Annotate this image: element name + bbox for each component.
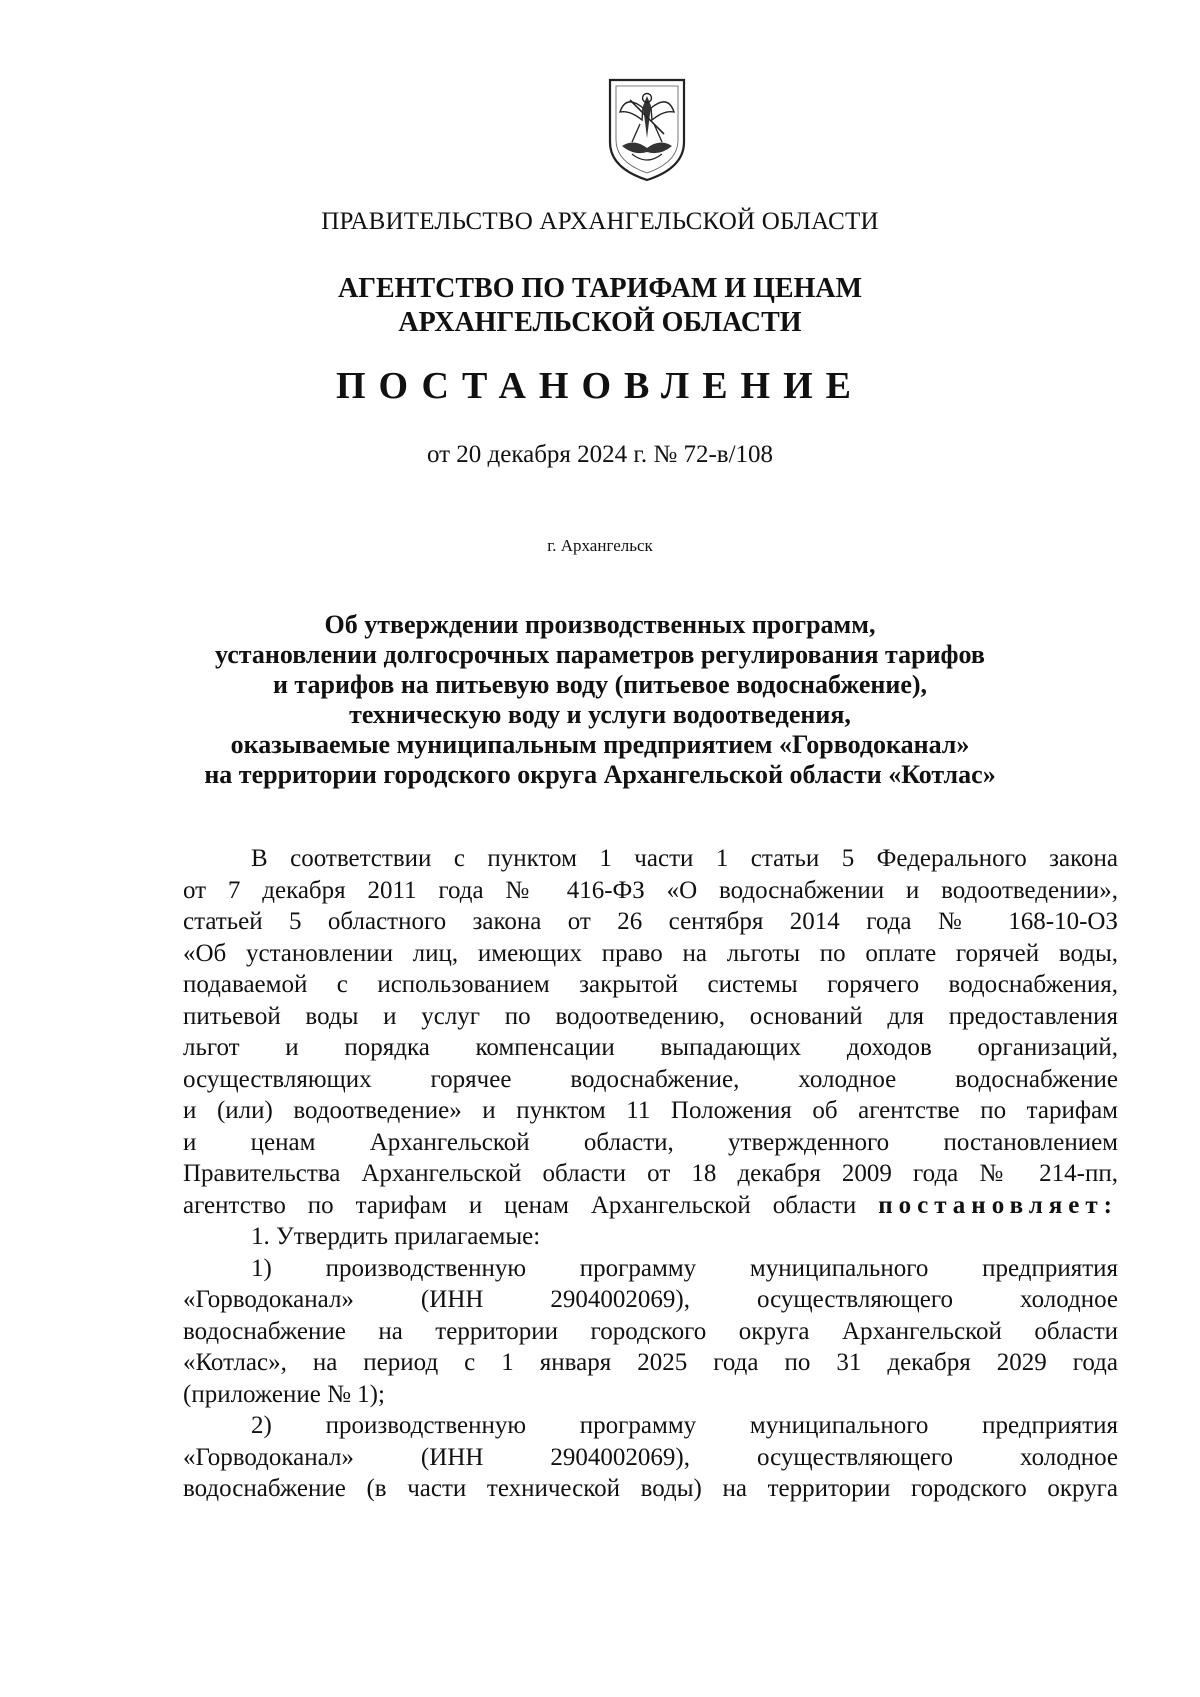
body-line: 2) производственную программу муниципального предприятия [251, 1412, 1118, 1439]
item-1: 1. Утвердить прилагаемые: [251, 1223, 541, 1250]
title-line: оказываемые муниципальным предприятием «Горводоканал» [230, 730, 970, 759]
body-line: и ценам Архангельской области, утвержденного постановлением [183, 1128, 1118, 1156]
body-line: В соответствии с пунктом 1 части 1 статьи 5 Федерального закона [251, 845, 1118, 872]
subitem-1 [183, 1253, 1118, 1411]
title-line: и тарифов на питьевую воду (питьевое водоснабжение), [272, 670, 928, 699]
body-line: водоснабжение на территории городского округа Архангельской области [183, 1317, 1118, 1345]
body-line: питьевой воды и услуг по водоотведению, оснований для предоставления [183, 1002, 1118, 1030]
document-city: г. Архангельск [547, 536, 653, 555]
body-line: льгот и порядка компенсации выпадающих доходов организаций, [183, 1034, 1118, 1061]
document-body [183, 843, 1118, 1505]
body-line: «Об установлении лиц, имеющих право на льготы по оплате горячей воды, [183, 939, 1118, 967]
body-line: и (или) водоотведение» и пунктом 11 Положения об агентстве по тарифам [183, 1097, 1118, 1124]
title-line: техническую воду и услуги водоотведения, [349, 700, 851, 729]
body-line: подаваемой с использованием закрытой системы горячего водоснабжения, [183, 971, 1118, 998]
document-date-number: от 20 декабря 2024 г. № 72-в/108 [426, 441, 774, 468]
document-title [160, 610, 1040, 790]
resolve-word: постановляет: [878, 1191, 1118, 1219]
body-line: «Горводоканал» (ИНН 2904002069), осуществляющего холодное [183, 1286, 1118, 1313]
body-line: водоснабжение (в части технической воды) на территории городского округа [183, 1475, 1118, 1502]
body-line: (приложение № 1); [183, 1380, 385, 1408]
agency-name [0, 272, 1200, 340]
preamble-paragraph [183, 843, 1118, 1221]
body-line: осуществляющих горячее водоснабжение, холодное водоснабжение [183, 1065, 1118, 1093]
agency-name-line-2: АРХАНГЕЛЬСКОЙ ОБЛАСТИ [398, 307, 802, 338]
body-line: Правительства Архангельской области от 18 декабря 2009 года № 214-пп, [183, 1160, 1118, 1187]
body-line: «Горводоканал» (ИНН 2904002069), осуществляющего холодное [183, 1443, 1118, 1471]
coat-of-arms-emblem [602, 76, 692, 184]
body-line: от 7 декабря 2011 года № 416-ФЗ «О водоснабжении и водоотведении», [183, 876, 1118, 904]
body-line: 1) производственную программу муниципального предприятия [251, 1254, 1118, 1282]
government-name: ПРАВИТЕЛЬСТВО АРХАНГЕЛЬСКОЙ ОБЛАСТИ [321, 208, 879, 235]
document-type-heading: ПОСТАНОВЛЕНИЕ [335, 365, 865, 407]
body-line-with-resolve [183, 1190, 1118, 1222]
body-line: «Котлас», на период с 1 января 2025 года по 31 декабря 2029 года [183, 1349, 1118, 1376]
body-line: статьей 5 областного закона от 26 сентября 2014 года № 168-10-ОЗ [183, 908, 1118, 935]
agency-name-line-1: АГЕНТСТВО ПО ТАРИФАМ И ЦЕНАМ [337, 273, 863, 304]
subitem-2 [183, 1410, 1118, 1505]
title-line: установлении долгосрочных параметров регулирования тарифов [215, 640, 985, 669]
body-line: агентство по тарифам и ценам Архангельской области [183, 1191, 857, 1219]
title-line: Об утверждении производственных программ, [324, 610, 876, 639]
title-line: на территории городского округа Архангельской области «Котлас» [204, 760, 996, 789]
